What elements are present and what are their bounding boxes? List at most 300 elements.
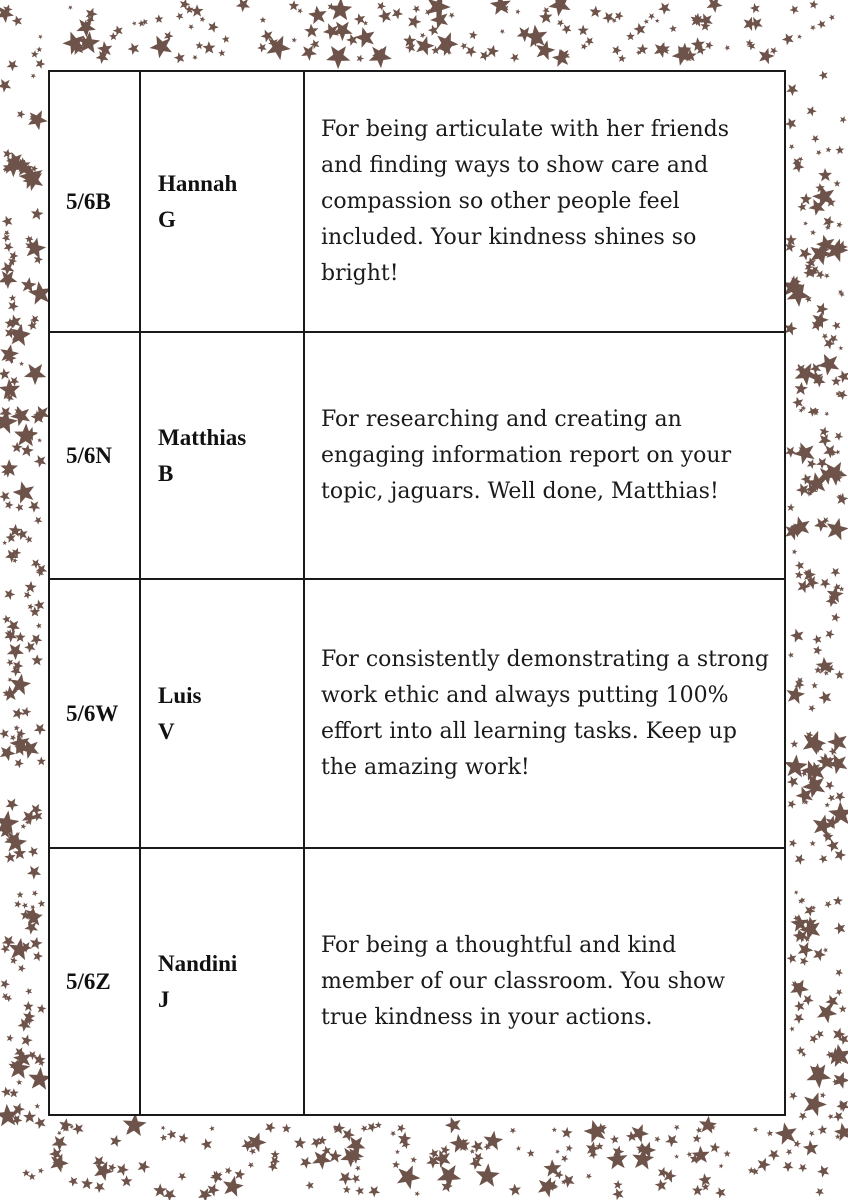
star-icon [656,40,673,57]
star-icon [161,1185,179,1200]
star-icon [828,13,837,22]
star-icon [21,357,52,387]
star-icon [32,452,49,469]
student-first-name: Matthias [158,424,247,450]
star-icon [190,3,206,19]
star-icon [833,789,847,803]
star-icon [816,1162,833,1179]
star-icon [30,207,44,221]
star-icon [692,1134,702,1143]
star-icon [13,724,20,731]
star-icon [766,1129,775,1138]
star-icon [2,626,20,644]
star-icon [8,401,36,429]
star-icon [617,54,626,63]
star-icon [515,1145,522,1152]
star-icon [202,40,218,57]
star-icon [832,920,848,936]
award-row [49,71,785,332]
star-icon [37,33,43,39]
star-icon [785,1147,794,1156]
star-icon [15,1078,23,1086]
star-icon [131,20,138,27]
star-icon [817,1123,830,1136]
award-row [49,579,785,848]
star-icon [0,942,12,955]
star-icon [789,1025,796,1032]
star-icon [756,46,776,65]
star-icon [120,1174,134,1189]
star-icon [785,951,799,965]
star-icon [797,1110,809,1122]
star-icon [488,0,515,19]
star-icon [780,30,797,47]
star-icon [656,0,673,16]
star-icon [247,1160,256,1169]
star-icon [663,1131,681,1149]
star-icon [797,244,815,261]
star-icon [0,213,15,228]
star-icon [752,1126,759,1132]
star-icon [126,40,143,57]
star-icon [342,1185,351,1193]
star-icon [723,1150,730,1157]
award-row [49,332,785,579]
star-icon [824,802,830,808]
star-icon [3,546,22,564]
star-icon [176,1170,188,1182]
star-icon [28,1172,38,1182]
star-icon [818,69,831,82]
student-initial: B [158,460,174,486]
star-icon [823,899,833,909]
star-icon [96,39,116,60]
star-icon [468,30,478,40]
star-icon [26,602,34,610]
star-icon [704,40,715,51]
student-name-cell [140,332,304,579]
star-icon [8,293,17,302]
star-icon [561,1126,574,1138]
star-icon [2,540,8,546]
star-icon [16,963,26,973]
star-icon [135,1158,152,1174]
star-icon [291,37,297,43]
student-name-cell [140,848,304,1115]
star-icon [834,987,844,997]
star-icon [0,977,11,990]
award-row [49,848,785,1115]
star-icon [769,45,780,55]
star-icon [832,1120,848,1145]
star-icon [791,358,821,388]
star-icon [419,31,427,39]
star-icon [835,144,846,155]
star-icon [336,1168,355,1187]
star-icon [3,795,20,812]
star-icon [160,1125,166,1131]
star-icon [609,1133,621,1145]
star-icon [560,1153,570,1163]
star-icon [797,34,803,40]
star-icon [49,1131,71,1153]
star-icon [3,229,11,237]
star-icon [2,240,15,253]
star-icon [815,148,823,156]
award-reason: For researching and creating an engaging information report on your topic, jaguars. Well done, Matthias! [304,332,785,579]
star-icon [475,1163,501,1188]
star-icon [690,1143,713,1166]
star-icon [395,1149,401,1154]
star-icon [199,16,206,23]
star-icon [24,534,34,545]
star-icon [669,24,679,34]
star-icon [817,688,835,707]
star-icon [33,514,44,525]
star-icon [413,33,437,56]
star-icon [556,18,566,28]
star-icon [31,654,43,666]
star-icon [15,631,26,642]
star-icon [674,1153,680,1159]
star-icon [792,1010,807,1025]
star-icon [353,11,369,27]
star-icon [0,366,13,382]
star-icon [723,43,731,51]
star-icon [0,75,15,94]
star-icon [153,1183,167,1196]
star-icon [359,1123,369,1133]
star-icon [35,622,43,630]
star-icon [147,30,178,62]
star-icon [375,0,387,12]
class-cell: 5/6Z [49,848,140,1115]
star-icon [448,11,457,20]
star-icon [830,1069,848,1090]
star-icon [24,580,37,593]
star-icon [389,1129,397,1137]
star-icon [790,739,800,749]
star-icon [793,889,800,895]
star-icon [350,1172,363,1185]
star-icon [803,220,809,226]
star-icon [835,448,842,455]
star-icon [32,720,49,737]
award-reason: For being a thoughtful and kind member of our classroom. You show true kindness in your actions. [304,848,785,1115]
star-icon [626,31,637,42]
star-icon [509,1126,518,1135]
star-icon [71,1120,87,1136]
star-icon [793,852,807,866]
star-icon [817,166,834,183]
star-icon [824,779,837,792]
star-icon [832,847,847,862]
star-icon [787,975,812,1000]
star-icon [580,42,589,51]
star-icon [234,0,254,14]
star-icon [296,7,304,14]
star-icon [328,0,352,20]
star-icon [692,1185,703,1196]
star-icon [392,1160,401,1168]
star-icon [816,18,828,30]
star-icon [827,1112,835,1120]
student-name-cell [140,579,304,848]
star-icon [13,757,26,769]
star-icon [812,644,823,655]
star-icon [825,146,832,153]
star-icon [298,1154,314,1170]
star-icon [526,1148,536,1158]
student-initial: J [158,986,170,1012]
star-icon [390,5,405,20]
star-icon [5,57,21,73]
star-icon [33,1114,49,1130]
student-initial: G [158,206,176,232]
star-icon [807,703,817,713]
star-icon [469,1148,476,1155]
star-icon [581,1115,612,1146]
star-icon [832,1109,847,1124]
star-icon [2,148,13,159]
star-icon [92,1179,108,1195]
star-icon [835,220,843,228]
star-icon [365,40,396,71]
star-icon [788,838,798,848]
star-icon [824,627,837,639]
star-icon [16,890,25,899]
star-icon [808,368,826,387]
star-icon [798,955,810,967]
star-icon [114,1161,130,1177]
star-icon [187,23,195,31]
star-icon [15,109,26,120]
star-icon [823,272,831,280]
star-icon [809,0,819,9]
star-icon [835,1097,848,1114]
star-icon [589,5,602,18]
star-icon [654,1177,670,1193]
star-icon [829,565,842,578]
star-icon [175,10,186,21]
star-icon [288,0,299,11]
star-icon [585,1172,593,1180]
star-icon [826,792,837,803]
star-icon [37,1167,44,1174]
star-icon [177,1132,189,1144]
star-icon [19,361,25,366]
star-icon [810,133,821,144]
star-icon [704,0,726,14]
star-icon [4,639,27,662]
star-icon [13,899,22,908]
star-icon [818,576,833,590]
star-icon [818,852,830,864]
star-icon [838,1004,848,1014]
star-icon [411,3,422,14]
star-icon [718,1163,724,1169]
star-icon [515,8,521,14]
star-icon [577,23,591,37]
star-icon [443,1113,465,1136]
star-icon [797,1161,809,1173]
star-icon [830,612,841,623]
star-icon [199,1136,215,1152]
star-icon [795,939,816,959]
star-icon [354,1184,366,1196]
star-icon [80,1177,93,1190]
star-icon [0,488,13,503]
star-icon [613,1180,623,1190]
star-icon [67,1174,81,1188]
star-icon [838,115,848,125]
star-icon [20,823,27,830]
star-icon [206,20,220,34]
star-icon [647,11,657,21]
star-icon [305,1179,317,1191]
star-icon [811,681,819,690]
star-icon [3,499,14,510]
star-icon [698,1115,718,1134]
star-icon [655,18,660,23]
star-icon [565,1144,574,1152]
star-icon [0,726,12,740]
star-icon [263,1120,277,1134]
star-icon [810,840,816,846]
student-name-cell [140,71,304,332]
star-icon [37,899,47,909]
star-icon [653,1135,661,1143]
star-icon [802,903,817,918]
star-icon [24,986,34,996]
star-icon [794,559,807,572]
star-icon [2,587,16,601]
star-icon [788,3,801,16]
star-icon [701,1182,711,1192]
star-icon [27,844,42,859]
star-icon [794,570,804,579]
star-icon [749,1,763,15]
star-icon [108,1133,123,1147]
star-icon [788,1090,799,1101]
star-icon [5,657,15,667]
star-icon [834,669,845,681]
star-icon [309,1145,335,1171]
star-icon [508,1182,524,1198]
star-icon [818,425,830,437]
star-icon [36,1003,47,1014]
star-icon [355,53,365,63]
star-icon [233,1168,246,1180]
star-icon [601,9,618,25]
star-icon [833,430,845,442]
star-icon [801,1138,821,1159]
star-icon [499,28,506,35]
star-icon [784,81,801,98]
star-icon [809,23,817,31]
star-icon [21,901,30,910]
star-icon [781,1158,796,1173]
star-icon [281,1123,291,1133]
star-icon [542,1157,564,1180]
star-icon [73,13,99,39]
star-icon [395,1122,407,1134]
student-first-name: Nandini [158,950,238,976]
star-icon [791,548,798,554]
star-icon [551,1126,558,1133]
star-icon [191,53,199,61]
award-reason: For being articulate with her friends and finding ways to show care and compassion so other people feel included. Your kindness shines so bright! [304,71,785,332]
class-cell: 5/6B [49,71,140,332]
star-icon [36,46,43,54]
star-icon [555,1148,561,1154]
star-icon [366,1183,382,1199]
star-icon [819,1091,826,1098]
student-first-name: Luis [158,682,202,708]
award-reason: For consistently demonstrating a strong work ethic and always putting 100% effort into all learning tasks. Keep up the amazing work! [304,579,785,848]
star-icon [559,1171,578,1190]
star-icon [20,706,32,718]
star-icon [5,1033,14,1042]
star-icon [37,756,46,765]
star-icon [259,16,267,24]
star-icon [815,348,845,378]
star-icon [354,1164,362,1172]
awards-table [48,70,786,1116]
star-icon [6,299,20,313]
star-icon [825,727,848,755]
star-icon [709,1142,721,1154]
star-icon [821,331,830,340]
star-icon [34,57,47,70]
star-icon [643,18,650,25]
star-icon [834,180,841,187]
star-icon [824,410,831,417]
star-icon [293,1136,306,1149]
star-icon [811,633,824,646]
star-icon [810,229,817,236]
star-icon [173,50,188,65]
student-first-name: Hannah [158,170,238,196]
star-icon [22,1000,35,1013]
star-icon [30,50,39,58]
star-icon [362,20,369,27]
class-cell: 5/6W [49,579,140,848]
star-icon [11,706,25,720]
star-icon [814,1186,826,1198]
star-icon [811,945,828,962]
star-icon [822,946,829,953]
star-icon [209,1125,217,1133]
star-icon [34,1103,40,1109]
star-icon [459,41,469,51]
star-icon [788,142,796,150]
star-icon [786,798,797,809]
star-icon [31,889,39,897]
student-initial: V [158,718,175,744]
star-icon [414,1190,421,1197]
star-icon [714,1185,729,1200]
star-icon [787,651,795,659]
star-icon [307,3,331,28]
star-icon [37,438,43,443]
star-icon [799,726,830,756]
star-icon [509,51,522,64]
star-icon [67,4,73,10]
star-icon [831,319,843,331]
star-icon [154,13,165,24]
star-icon [798,897,805,904]
